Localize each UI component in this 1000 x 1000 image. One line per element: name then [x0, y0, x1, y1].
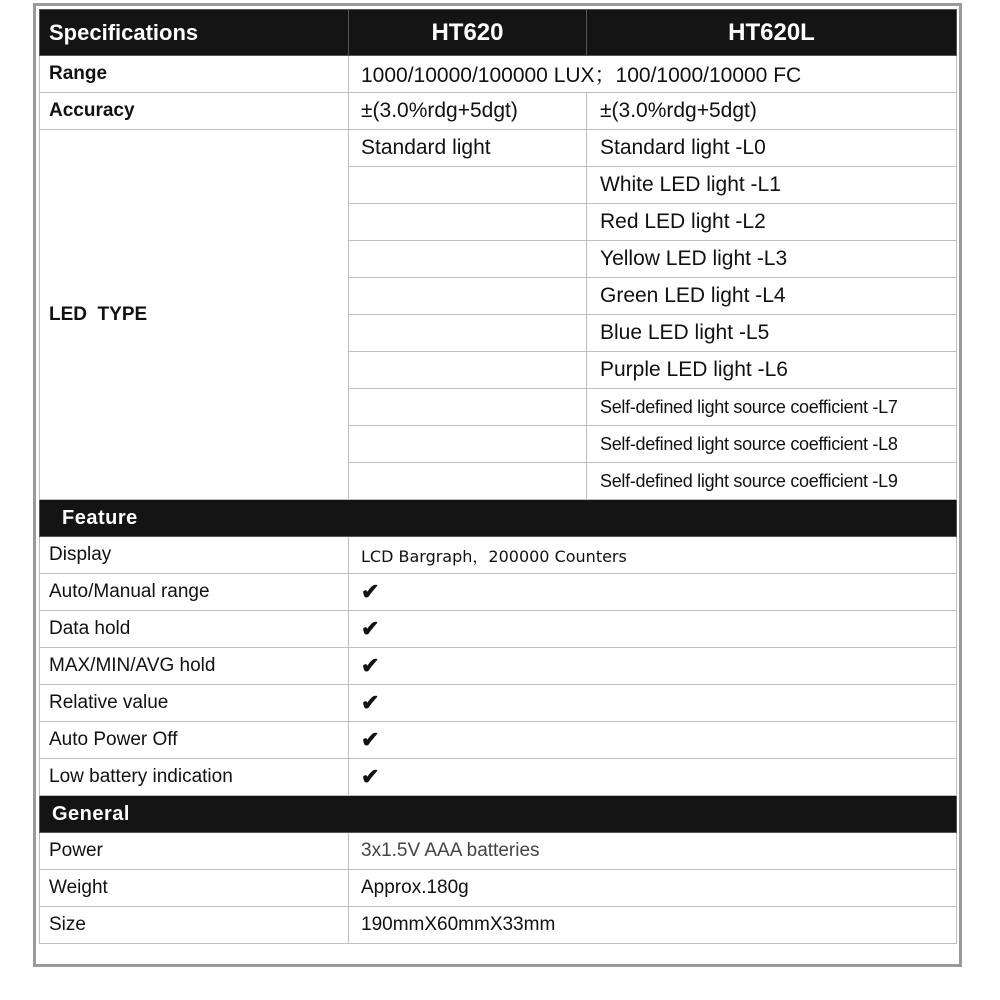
general-label: Power [40, 833, 349, 870]
feature-value-cell [349, 611, 957, 648]
spec-table [39, 9, 957, 944]
feature-label: Low battery indication [40, 759, 349, 796]
feature-section-row [40, 500, 957, 537]
led-ht620-1 [349, 167, 587, 204]
led-ht620l-9: Self-defined light source coefficient -L9 [587, 463, 957, 500]
feature-row [40, 574, 957, 611]
feature-label: Data hold [40, 611, 349, 648]
header-row [40, 10, 957, 56]
feature-label: MAX/MIN/AVG hold [40, 648, 349, 685]
check-icon: ✔ [361, 727, 380, 752]
general-section-row [40, 796, 957, 833]
feature-value-cell [349, 722, 957, 759]
feature-section-title: Feature [40, 500, 957, 537]
led-ht620l-2: Red LED light -L2 [587, 204, 957, 241]
feature-row [40, 611, 957, 648]
led-ht620l-5: Blue LED light -L5 [587, 315, 957, 352]
led-ht620-3 [349, 241, 587, 278]
general-label: Weight [40, 870, 349, 907]
general-value: 190mmX60mmX33mm [349, 907, 957, 944]
led-ht620l-3: Yellow LED light -L3 [587, 241, 957, 278]
range-value: 1000/10000/100000 LUX；100/1000/10000 FC [349, 56, 957, 93]
led-ht620-7 [349, 389, 587, 426]
check-icon: ✔ [361, 579, 380, 604]
led-ht620-6 [349, 352, 587, 389]
feature-value-cell [349, 574, 957, 611]
feature-value-cell [349, 759, 957, 796]
header-ht620: HT620 [349, 10, 587, 56]
feature-label: Auto Power Off [40, 722, 349, 759]
check-icon: ✔ [361, 764, 380, 789]
header-ht620l: HT620L [587, 10, 957, 56]
led-ht620-5 [349, 315, 587, 352]
check-icon: ✔ [361, 616, 380, 641]
feature-row [40, 759, 957, 796]
feature-row [40, 685, 957, 722]
feature-value-cell [349, 685, 957, 722]
check-icon: ✔ [361, 653, 380, 678]
general-value: Approx.180g [349, 870, 957, 907]
range-label: Range [40, 56, 349, 93]
led-ht620-4 [349, 278, 587, 315]
spec-sheet [33, 3, 962, 967]
general-row [40, 870, 957, 907]
led-type-label: LED TYPE [40, 130, 349, 500]
general-row [40, 833, 957, 870]
display-label: Display [40, 537, 349, 574]
check-icon: ✔ [361, 690, 380, 715]
led-ht620l-7: Self-defined light source coefficient -L7 [587, 389, 957, 426]
display-value: LCD Bargraph，200000 Counters [349, 537, 957, 574]
general-value: 3x1.5V AAA batteries [349, 833, 957, 870]
general-label: Size [40, 907, 349, 944]
accuracy-label: Accuracy [40, 93, 349, 130]
led-ht620l-8: Self-defined light source coefficient -L8 [587, 426, 957, 463]
accuracy-ht620: ±(3.0%rdg+5dgt) [349, 93, 587, 130]
display-row [40, 537, 957, 574]
feature-row [40, 648, 957, 685]
general-section-title: General [40, 796, 957, 833]
feature-label: Relative value [40, 685, 349, 722]
range-row [40, 56, 957, 93]
led-row-0 [40, 130, 957, 167]
general-row [40, 907, 957, 944]
accuracy-ht620l: ±(3.0%rdg+5dgt) [587, 93, 957, 130]
feature-value-cell [349, 648, 957, 685]
led-ht620l-1: White LED light -L1 [587, 167, 957, 204]
led-ht620-2 [349, 204, 587, 241]
feature-label: Auto/Manual range [40, 574, 349, 611]
feature-row [40, 722, 957, 759]
led-ht620l-6: Purple LED light -L6 [587, 352, 957, 389]
led-ht620-0: Standard light [349, 130, 587, 167]
led-ht620l-4: Green LED light -L4 [587, 278, 957, 315]
header-specifications: Specifications [40, 10, 349, 56]
led-ht620-9 [349, 463, 587, 500]
led-ht620-8 [349, 426, 587, 463]
led-ht620l-0: Standard light -L0 [587, 130, 957, 167]
accuracy-row [40, 93, 957, 130]
